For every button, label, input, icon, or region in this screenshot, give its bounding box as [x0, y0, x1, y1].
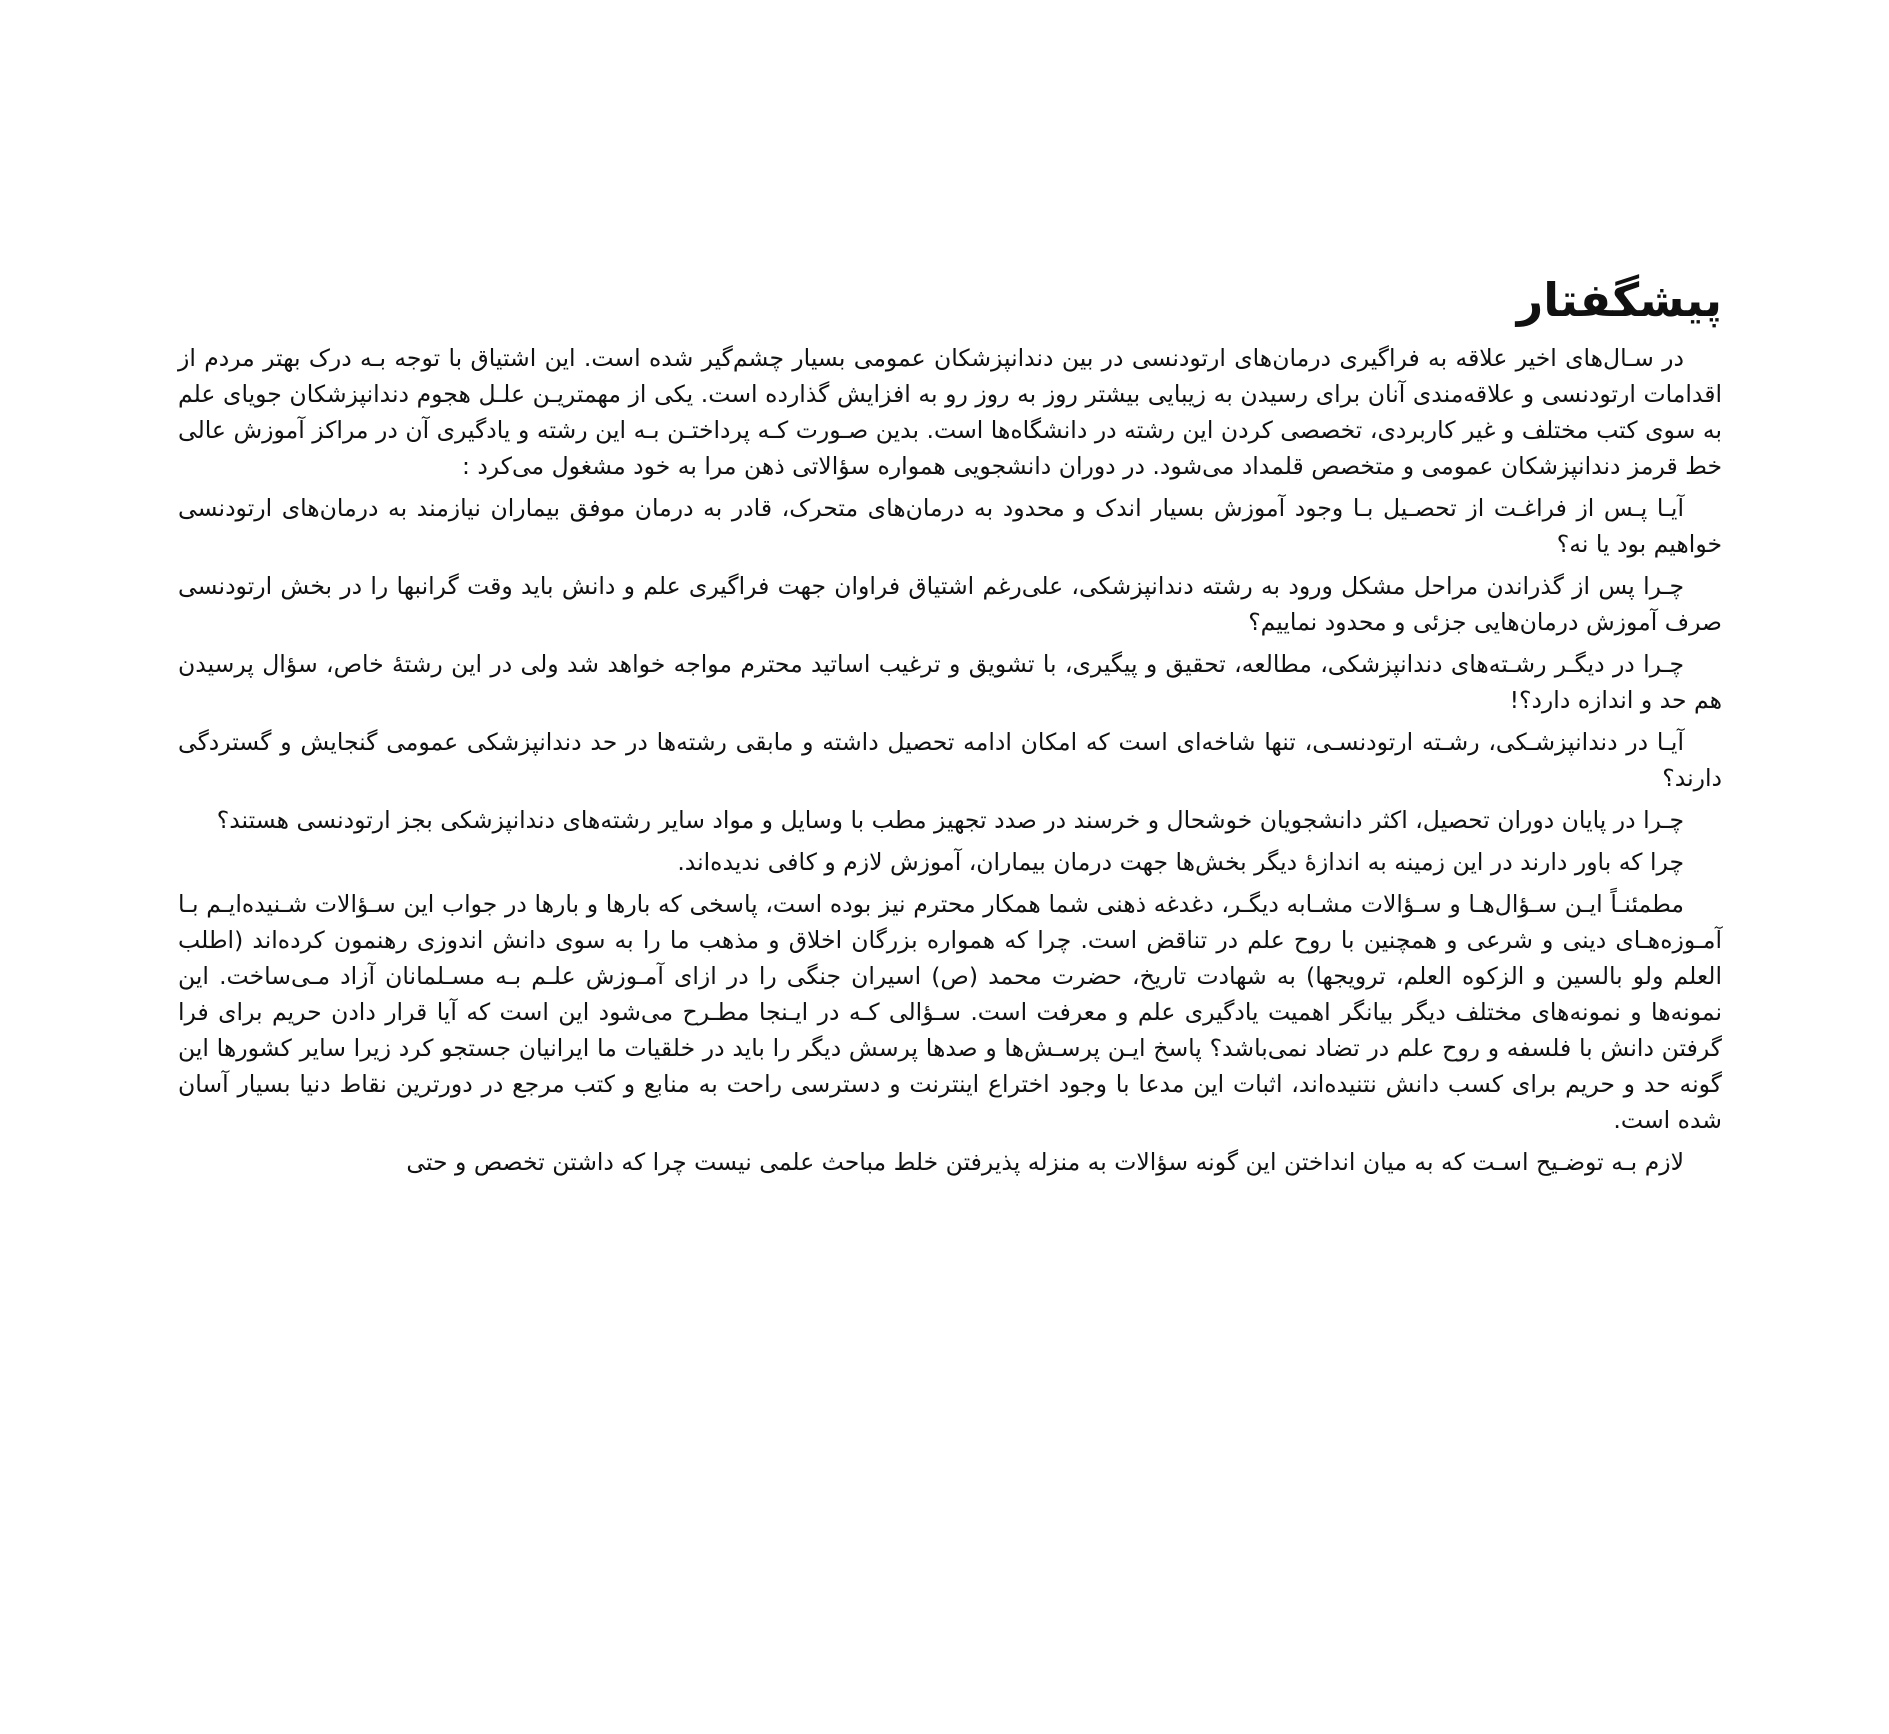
paragraph-question-3: چـرا در دیگـر رشـته‌های دندانپزشکی، مطالعه، تحقیق و پیگیری، با تشویق و ترغیب اساتید محترم مواجه خواهد شد ولی در این رشتۀ خاص، سؤال پرسیدن هم حد و اندازه دارد؟!: [178, 650, 1722, 714]
paragraph-answer: چرا که باور دارند در این زمینه به اندازۀ دیگر بخش‌ها جهت درمان بیماران، آموزش لازم و کافی ندیده‌اند.: [677, 848, 1684, 876]
paragraph-question-1: آیـا پـس از فراغـت از تحصـیل بـا وجود آموزش بسیار اندک و محدود به درمان‌های متحرک، قادر به درمان موفق بیماران نیازمند به درمان‌های ارتودنسی خواهیم بود یا نه؟: [178, 494, 1722, 558]
paragraph-question-4: آیـا در دندانپزشـکی، رشـته ارتودنسـی، تنها شاخه‌ای است که امکان ادامه تحصیل داشته و مابقی رشته‌ها در حد دندانپزشکی عمومی گنجایش و گستردگی دارند؟: [178, 728, 1722, 792]
paragraph-intro: در سـال‌های اخیر علاقه به فراگیری درمان‌های ارتودنسی در بین دندانپزشکان عمومی بسیار چشم‌گیر شده است. این اشتیاق با توجه بـه درک بهتر مردم از اقدامات ارتودنسی و علاقه‌مندی آنان برای رسیدن به زیبایی بیشتر روز به روز رو به افزایش گذارده است. یکی از مهمتریـن علـل هجوم دندانپزشکان جویای علم به سوی کتب مختلف و غیر کاربردی، تخصصی کردن این رشته در دانشگاه‌ها است. بدین صـورت کـه پرداختـن بـه این رشته و یادگیری آن در مراکز آموزش عالی خط قرمز دندانپزشکان عمومی و متخصص قلمداد می‌شود. در دوران دانشجویی همواره سؤالاتی ذهن مرا به خود مشغول می‌کرد :: [178, 344, 1722, 480]
paragraph-question-2: چـرا پس از گذراندن مراحل مشکل ورود به رشته دندانپزشکی، علی‌رغم اشتیاق فراوان جهت فراگیری علم و دانش باید وقت گرانبها را در بخش ارتودنسی صرف آموزش درمان‌هایی جزئی و محدود نماییم؟: [178, 572, 1722, 636]
paragraph-question-5: چـرا در پایان دوران تحصیل، اکثر دانشجویان خوشحال و خرسند در صدد تجهیز مطب با وسایل و مواد سایر رشته‌های دندانپزشکی بجز ارتودنسی هستند؟: [216, 806, 1684, 834]
paragraph-discussion: مطمئنـاً ایـن سـؤال‌هـا و سـؤالات مشـابه دیگـر، دغدغه ذهنی شما همکار محترم نیز بوده است، پاسخی که بارها و بارها در جواب این سـؤالات شـنیده‌ایـم بـا آمـوزه‌هـای دینی و شرعی و همچنین با روح علم در تناقض است. چرا که همواره بزرگان اخلاق و مذهب ما را به سوی دانش اندوزی رهنمون کرده‌اند (اطلب العلم ولو بالسین و الزکوه العلم، ترویجها) به شهادت تاریخ، حضرت محمد (ص) اسیران جنگی را در ازای آمـوزش علـم بـه مسـلمانان آزاد مـی‌ساخت. این نمونه‌ها و نمونه‌های مختلف دیگر بیانگر اهمیت یادگیری علم و معرفت است. سـؤالی کـه در ایـنجا مطـرح می‌شود این است که آیا قرار دادن حریم برای فرا گرفتن دانش با فلسفه و روح علم در تضاد نمی‌باشد؟ پاسخ ایـن پرسـش‌ها و صدها پرسش دیگر را باید در خلقیات ما ایرانیان جستجو کرد زیرا سایر کشورها این گونه حد و حریم برای کسب دانش نتنیده‌اند، اثبات این مدعا با وجود اختراع اینترنت و دسترسی راحت به منابع و کتب مرجع در دورترین نقاط دنیا بسیار آسان شده است.: [178, 890, 1722, 1134]
paragraph-conclusion: لازم بـه توضـیح اسـت که به میان انداختن این گونه سؤالات به منزله پذیرفتن خلط مباحث علمی نیست چرا که داشتن تخصص و حتی: [406, 1148, 1684, 1176]
document-body: [178, 272, 1722, 1186]
page-title: پیشگفتار: [1516, 273, 1722, 327]
